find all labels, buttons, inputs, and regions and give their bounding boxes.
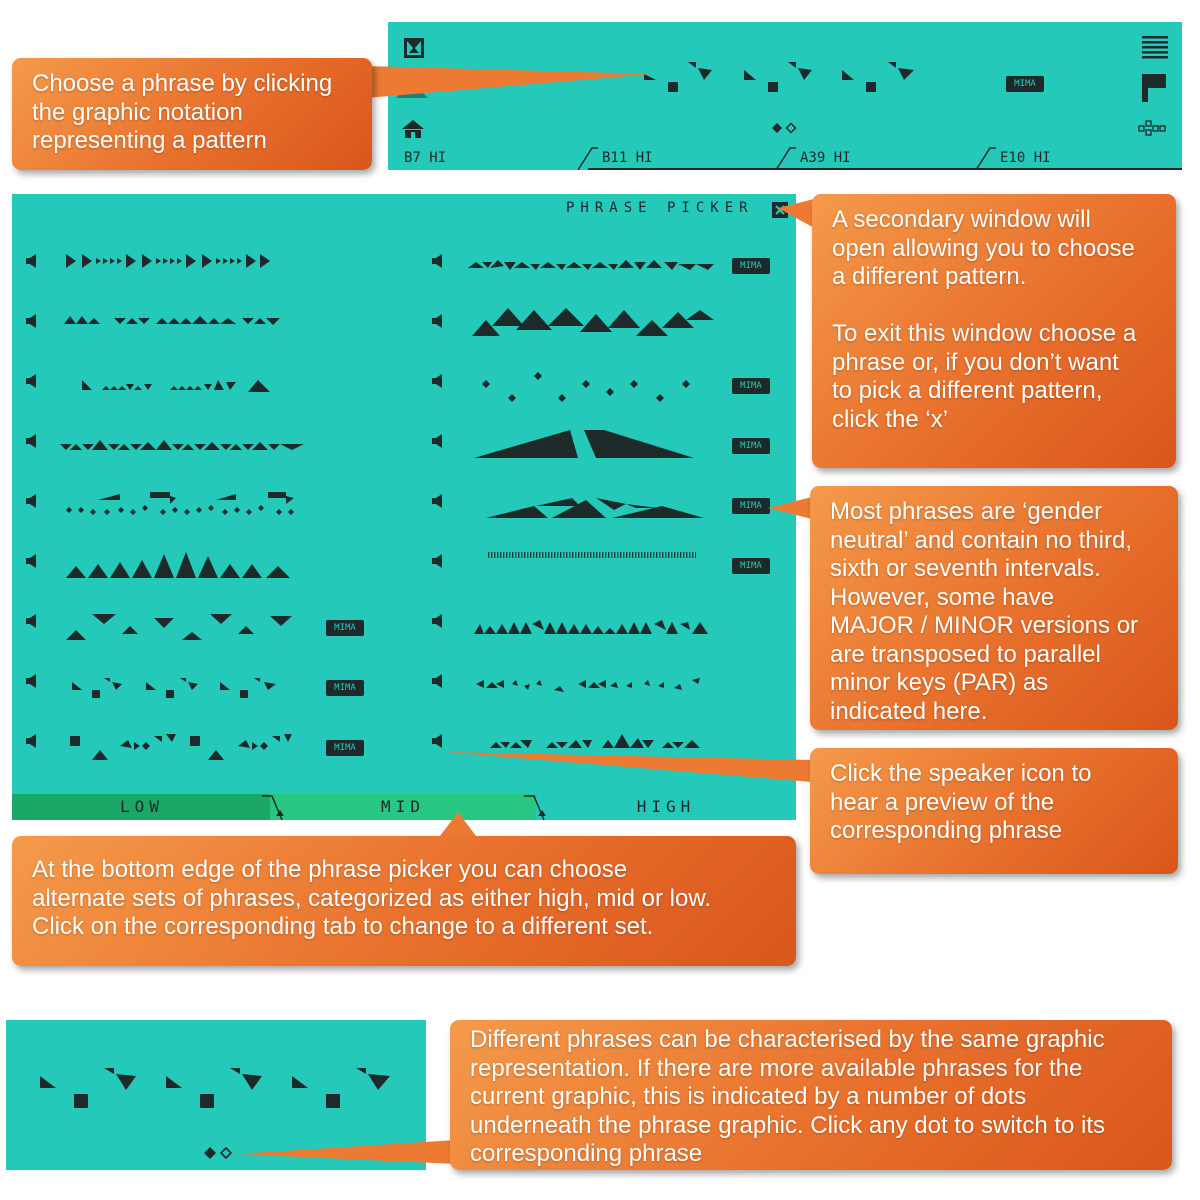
major-minor-badge: MIMA [732, 258, 770, 274]
major-minor-badge: MIMA [326, 680, 364, 696]
callout-dots: Different phrases can be characterised by the same graphic representation. If there are more available phrases for the current graphic, this is indicated by a number of dots underneath the phrase graphic. Click any dot to switch to its corresponding phrase [450, 1020, 1172, 1170]
major-minor-badge: MIMA [326, 740, 364, 756]
tab-mid[interactable]: MID [270, 794, 536, 820]
key-b11-label[interactable]: B11 HI [602, 150, 653, 166]
major-minor-badge: MIMA [732, 378, 770, 394]
major-minor-badge: MIMA [1006, 76, 1044, 92]
callout-gender-neutral: Most phrases are ‘gender neutral’ and contain no third, sixth or seventh intervals. However, some have MAJOR / MINOR versions or are transposed to parallel minor keys (PAR) as indicated here. [810, 486, 1178, 730]
phrase-picker-title: PHRASE PICKER [566, 200, 754, 216]
callout-speaker: Click the speaker icon to hear a preview of the corresponding phrase [810, 748, 1178, 874]
tab-high[interactable]: HIGH [636, 797, 696, 816]
tab-low[interactable]: LOW [12, 794, 272, 820]
major-minor-badge: MIMA [326, 620, 364, 636]
major-minor-badge: MIMA [732, 498, 770, 514]
major-minor-badge: MIMA [732, 438, 770, 454]
callout-secondary-window: A secondary window will open allowing you to choose a different pattern. To exit this window choose a phrase or, if you don’t want to pick a different pattern, click the ‘x’ [812, 194, 1176, 468]
major-minor-badge: MIMA [732, 558, 770, 574]
callout-choose-phrase: Choose a phrase by clicking the graphic notation representing a pattern [12, 58, 372, 170]
key-b7-label[interactable]: B7 HI [404, 150, 447, 166]
callout-tabs: At the bottom edge of the phrase picker you can choose alternate sets of phrases, categorized as either high, mid or low. Click on the corresponding tab to change to a different set. [12, 836, 796, 966]
key-a39-label[interactable]: A39 HI [800, 150, 851, 166]
key-e10-label[interactable]: E10 HI [1000, 150, 1051, 166]
